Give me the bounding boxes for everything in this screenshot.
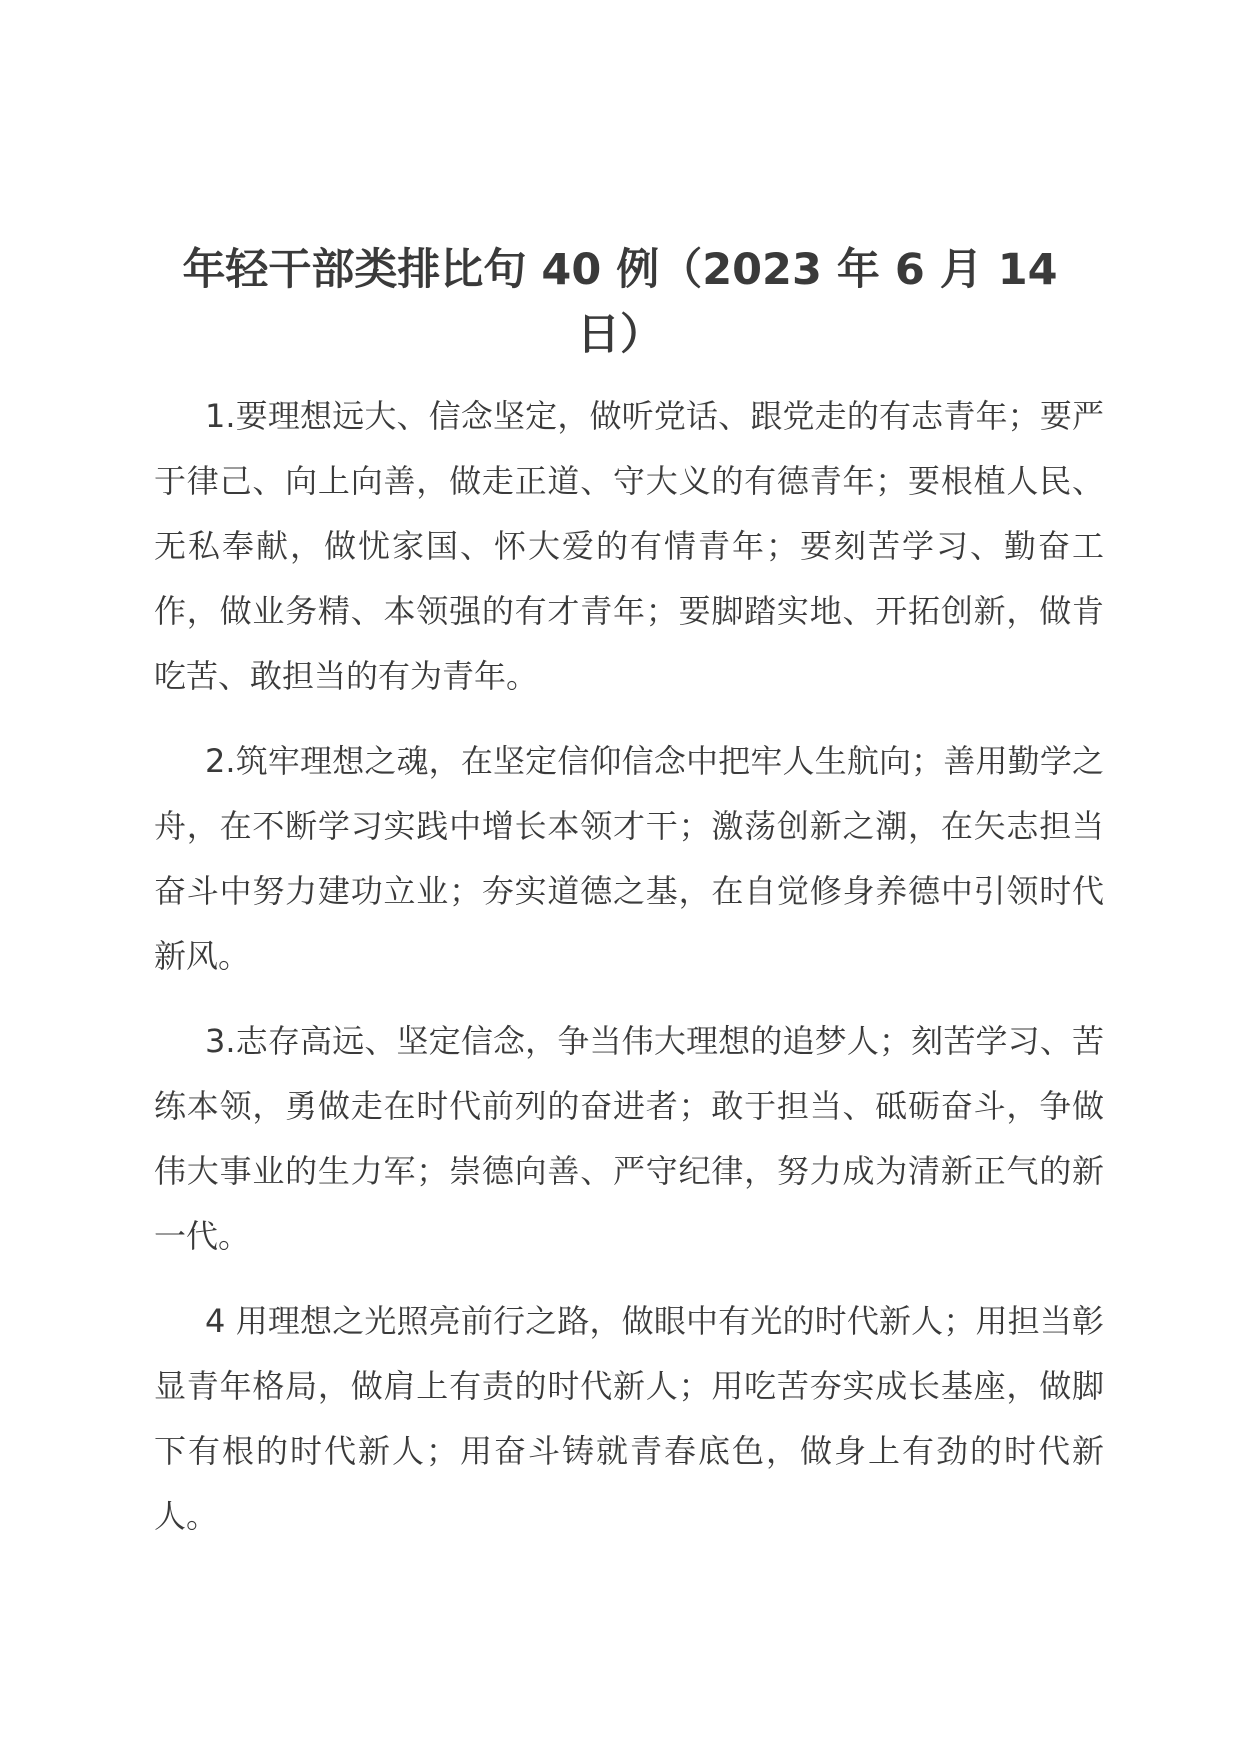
document-body bbox=[154, 384, 1104, 1569]
document-title: 年轻干部类排比句 40 例（2023 年 6 月 14 日） bbox=[182, 245, 1058, 360]
paragraph-1: 1.要理想远大、信念坚定，做听党话、跟党走的有志青年；要严于律己、向上向善，做走正道、守大义的有德青年；要根植人民、无私奉献，做忧家国、怀大爱的有情青年；要刻苦学习、勤奋工作，做业务精、本领强的有才青年；要脚踏实地、开拓创新，做肯吃苦、敢担当的有为青年。 bbox=[154, 397, 1104, 695]
paragraph-3: 3.志存高远、坚定信念，争当伟大理想的追梦人；刻苦学习、苦练本领，勇做走在时代前列的奋进者；敢于担当、砥砺奋斗，争做伟大事业的生力军；崇德向善、严守纪律，努力成为清新正气的新一代。 bbox=[154, 1022, 1104, 1255]
paragraph-2: 2.筑牢理想之魂，在坚定信仰信念中把牢人生航向；善用勤学之舟，在不断学习实践中增长本领才干；激荡创新之潮，在矢志担当奋斗中努力建功立业；夯实道德之基，在自觉修身养德中引领时代新风。 bbox=[154, 742, 1104, 975]
paragraph-4: 4 用理想之光照亮前行之路，做眼中有光的时代新人；用担当彰显青年格局，做肩上有责的时代新人；用吃苦夯实成长基座，做脚下有根的时代新人；用奋斗铸就青春底色，做身上有劲的时代新人。 bbox=[154, 1302, 1104, 1535]
